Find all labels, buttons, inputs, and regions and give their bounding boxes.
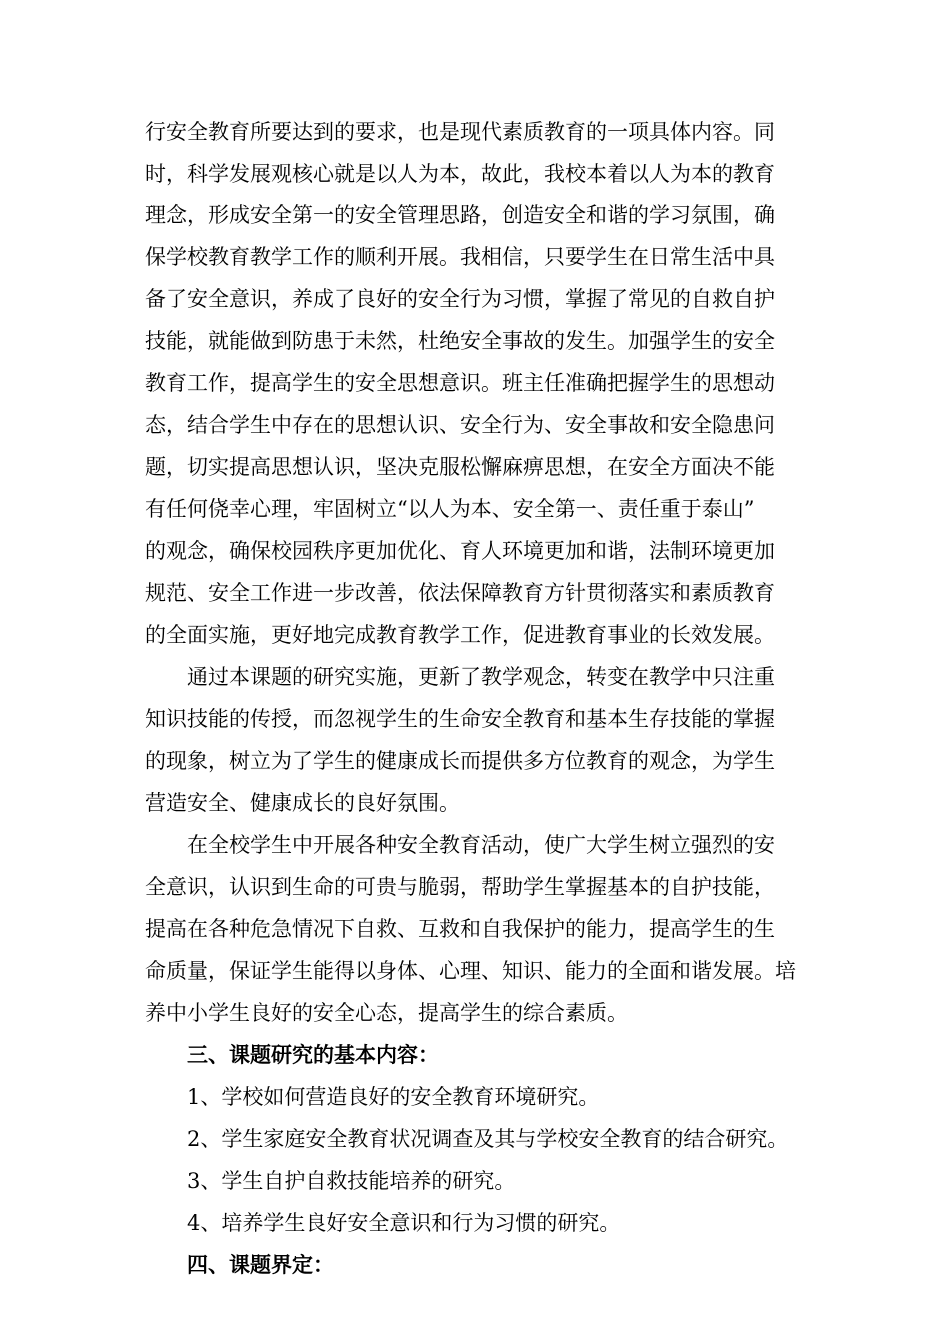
paragraph-line: 养中小学生良好的安全心态，提高学生的综合素质。 [145, 1001, 628, 1025]
paragraph-line: 理念，形成安全第一的安全管理思路，创造安全和谐的学习氛围，确 [145, 203, 775, 227]
paragraph-line: 时，科学发展观核心就是以人为本，故此，我校本着以人为本的教育 [145, 162, 775, 186]
list-item: 4、培养学生良好安全意识和行为习惯的研究。 [187, 1211, 621, 1235]
paragraph-line: 的全面实施，更好地完成教育教学工作，促进教育事业的长效发展。 [145, 623, 775, 647]
paragraph-line: 在全校学生中开展各种安全教育活动，使广大学生树立强烈的安 [187, 833, 775, 857]
paragraph-line: 备了安全意识，养成了良好的安全行为习惯，掌握了常见的自救自护 [145, 287, 775, 311]
list-item: 1、学校如何营造良好的安全教育环境研究。 [187, 1085, 600, 1109]
paragraph-line: 态，结合学生中存在的思想认识、安全行为、安全事故和安全隐患问 [145, 413, 775, 437]
paragraph-line: 规范、安全工作进一步改善，依法保障教育方针贯彻落实和素质教育 [145, 581, 775, 605]
paragraph-line: 提高在各种危急情况下自救、互救和自我保护的能力，提高学生的生 [145, 917, 775, 941]
paragraph-line: 题，切实提高思想认识，坚决克服松懈麻痹思想，在安全方面决不能 [145, 455, 775, 479]
paragraph-line: 教育工作，提高学生的安全思想意识。班主任准确把握学生的思想动 [145, 371, 775, 395]
section-heading: 三、课题研究的基本内容： [187, 1042, 439, 1067]
section-heading: 四、课题界定： [187, 1252, 334, 1277]
paragraph-line: 通过本课题的研究实施，更新了教学观念，转变在教学中只注重 [187, 665, 775, 689]
paragraph-line: 有任何侥幸心理，牢固树立“以人为本、安全第一、责任重于泰山” [145, 497, 755, 521]
paragraph-line: 技能，就能做到防患于未然，杜绝安全事故的发生。加强学生的安全 [145, 329, 775, 353]
list-item: 2、学生家庭安全教育状况调查及其与学校安全教育的结合研究。 [187, 1127, 789, 1151]
paragraph-line: 知识技能的传授，而忽视学生的生命安全教育和基本生存技能的掌握 [145, 707, 775, 731]
paragraph-line: 的现象，树立为了学生的健康成长而提供多方位教育的观念，为学生 [145, 749, 775, 773]
paragraph-line: 全意识，认识到生命的可贵与脆弱，帮助学生掌握基本的自护技能， [145, 875, 775, 899]
paragraph-line: 命质量，保证学生能得以身体、心理、知识、能力的全面和谐发展。培 [145, 959, 796, 983]
paragraph-line: 营造安全、健康成长的良好氛围。 [145, 791, 460, 815]
paragraph-line: 的观念，确保校园秩序更加优化、育人环境更加和谐，法制环境更加 [145, 539, 775, 563]
paragraph-line: 行安全教育所要达到的要求，也是现代素质教育的一项具体内容。同 [145, 120, 775, 144]
paragraph-line: 保学校教育教学工作的顺利开展。我相信，只要学生在日常生活中具 [145, 245, 775, 269]
list-item: 3、学生自护自救技能培养的研究。 [187, 1169, 516, 1193]
